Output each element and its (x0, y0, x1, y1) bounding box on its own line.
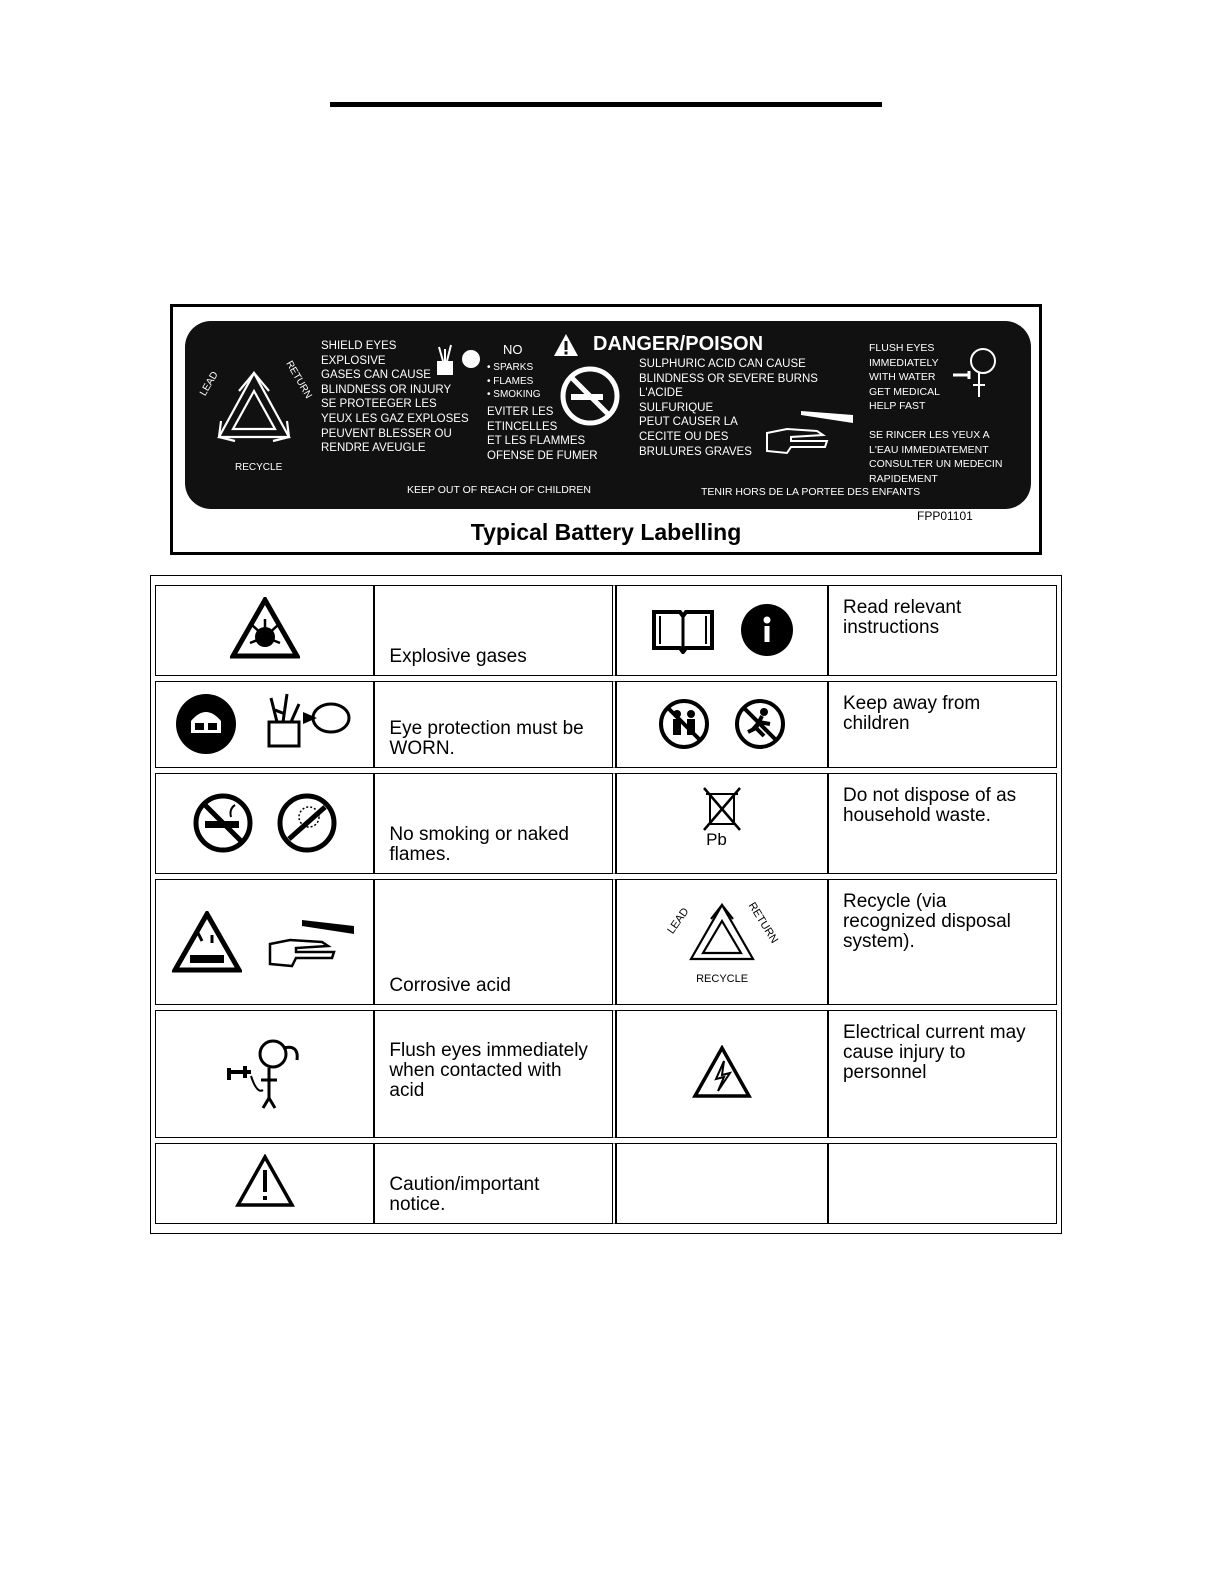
symbol-description: Recycle (via recognized disposal system). (828, 879, 1057, 1006)
lead-symbol-text: Pb (706, 829, 727, 849)
symbol-description: Corrosive acid (374, 879, 616, 1006)
eye-protection-icon (175, 693, 237, 755)
label-col3-text: SULPHURIC ACID CAN CAUSE BLINDNESS OR SEVERE BURNS L'ACIDE SULFURIQUE PEUT CAUSER LA CECITE OU DES BRULURES GRAVES (639, 358, 818, 458)
label-no-list: • SPARKS • FLAMES • SMOKING (487, 362, 541, 400)
symbol-table (150, 575, 1062, 1234)
symbol-cell (616, 773, 828, 874)
recycle-lead-text: LEAD (665, 905, 692, 936)
spark-battery-icon (431, 343, 487, 383)
explosive-icon (230, 597, 300, 659)
info-icon (740, 603, 794, 657)
symbol-cell (155, 681, 374, 768)
flush-eyes-icon (949, 345, 1005, 405)
symbol-cell (155, 585, 374, 676)
label-lead-text: LEAD (198, 369, 221, 398)
warning-triangle-icon (553, 333, 579, 357)
label-footer-en: KEEP OUT OF REACH OF CHILDREN (407, 484, 591, 496)
symbol-cell (155, 879, 374, 1006)
symbol-description: Electrical current may cause injury to personnel (828, 1010, 1057, 1138)
figure-caption: Typical Battery Labelling (470, 519, 742, 545)
corrosive-icon (172, 911, 242, 973)
label-recycle-text: RECYCLE (235, 462, 283, 473)
label-no-text: NO (503, 342, 523, 357)
recycle-icon (662, 895, 782, 985)
flush-eyes-icon (223, 1034, 307, 1110)
spark-battery-icon (261, 692, 355, 756)
recycle-return-text: RETURN (745, 900, 781, 946)
header-rule (330, 102, 882, 107)
label-col2-text: EVITER LES ETINCELLES ET LES FLAMMES OFENSE DE FUMER (487, 406, 598, 462)
acid-hand-icon (761, 401, 857, 457)
symbol-cell (155, 1010, 374, 1138)
keep-away-children-icon (658, 698, 710, 750)
symbol-cell-empty (616, 1143, 828, 1224)
electrical-hazard-icon (692, 1045, 752, 1099)
symbol-description-empty (828, 1143, 1057, 1224)
battery-label (185, 321, 1031, 509)
symbol-cell (616, 681, 828, 768)
label-col4-text: FLUSH EYES IMMEDIATELY WITH WATER GET MEDICAL HELP FAST SE RINCER LES YEUX A L'EAU IMMEDIATEMENT CONSULTER UN MEDECIN RAPIDEMENT (869, 342, 1003, 485)
label-col1-text: SHIELD EYES EXPLOSIVE GASES CAN CAUSE BLINDNESS OR INJURY SE PROTEEGER LES YEUX LES GAZ EXPLOSES PEUVENT BLESSER OU RENDRE AVEUGLE (321, 340, 469, 455)
no-household-waste-icon (692, 786, 752, 856)
table-row (155, 773, 1057, 874)
table-row (155, 1143, 1057, 1224)
read-instructions-icon (650, 606, 716, 654)
no-smoking-icon (193, 793, 253, 853)
table-row (155, 681, 1057, 768)
acid-hand-icon (266, 912, 358, 972)
symbol-description: Read relevant instructions (828, 585, 1057, 676)
figure-id: FPP01101 (917, 509, 973, 523)
crossed-bin-icon (700, 786, 744, 834)
symbol-cell (155, 773, 374, 874)
label-footer-fr: TENIR HORS DE LA PORTEE DES ENFANTS (701, 486, 921, 498)
symbol-description: No smoking or naked flames. (374, 773, 616, 874)
table-row (155, 585, 1057, 676)
symbol-description: Explosive gases (374, 585, 616, 676)
label-return-text: RETURN (283, 359, 314, 401)
caution-icon (235, 1154, 295, 1208)
symbol-description: Keep away from children (828, 681, 1057, 768)
symbol-cell (616, 585, 828, 676)
label-danger-title: DANGER/POISON (593, 333, 764, 355)
no-children-play-icon (734, 698, 786, 750)
table-row (155, 879, 1057, 1006)
table-row (155, 1010, 1057, 1138)
symbol-cell (616, 1010, 828, 1138)
battery-label-figure (170, 304, 1042, 555)
symbol-description: Flush eyes immediately when contacted with acid (374, 1010, 616, 1138)
symbol-cell (155, 1143, 374, 1224)
symbol-description: Do not dispose of as household waste. (828, 773, 1057, 874)
recycle-label-text: RECYCLE (696, 972, 749, 985)
symbol-description: Eye protection must be WORN. (374, 681, 616, 768)
no-smoking-icon (559, 365, 621, 427)
symbol-description: Caution/important notice. (374, 1143, 616, 1224)
symbol-cell (616, 879, 828, 1006)
no-naked-flames-icon (277, 793, 337, 853)
